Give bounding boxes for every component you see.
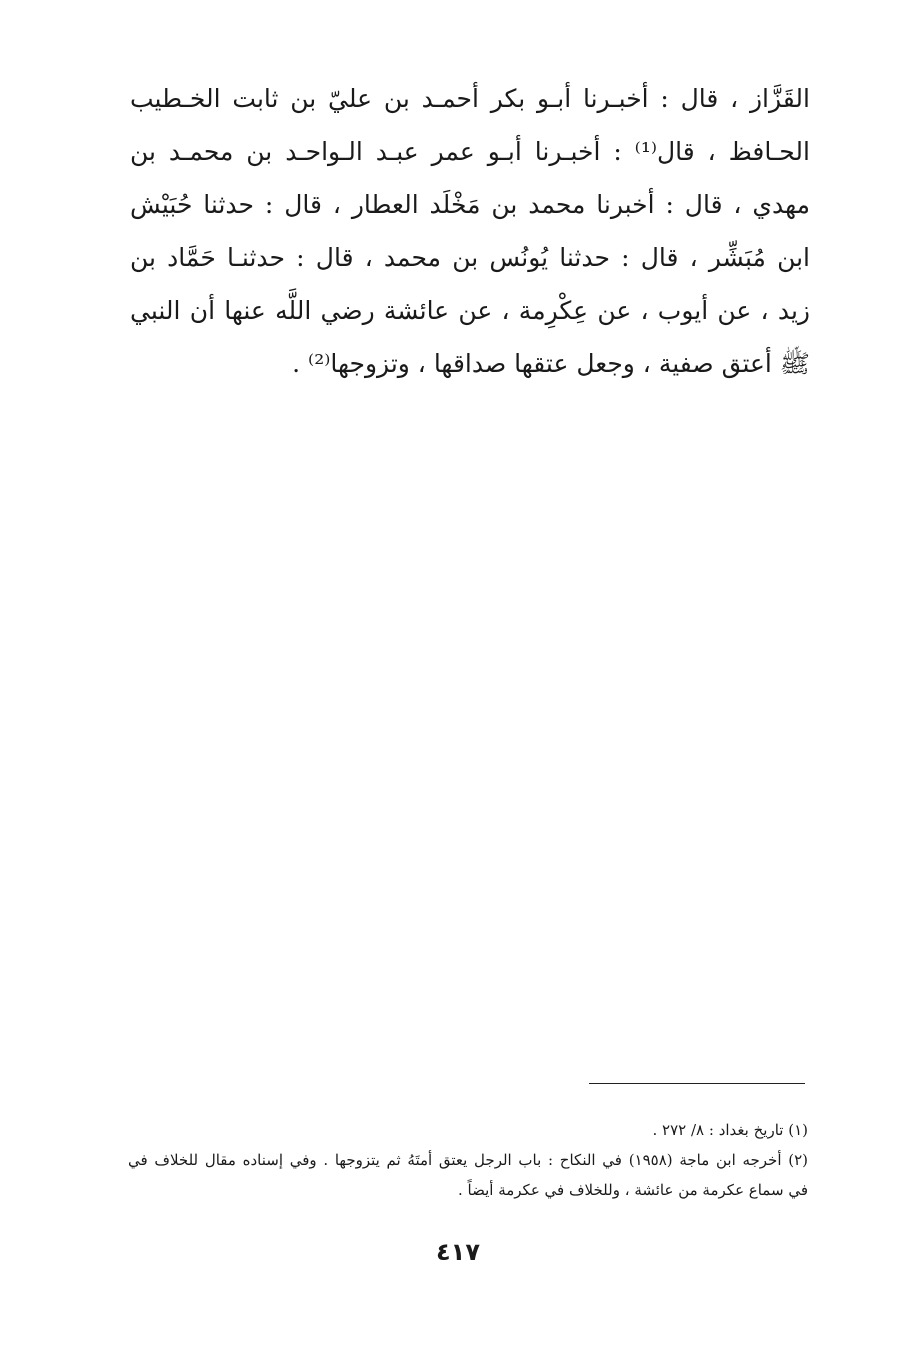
text-line: الحـافظ ، قال⁽¹⁾ : أخبـرنا أبـو عمر عبـد الـواحـد بن محمـد بن xyxy=(130,137,810,166)
text-line: ﷺ أعتق صفية ، وجعل عتقها صداقها ، وتزوجها⁽²⁾ . xyxy=(292,349,810,378)
text-line: زيد ، عن أيوب ، عن عِكْرِمة ، عن عائشة رضي اللَّه عنها أن النبي xyxy=(130,296,810,325)
text-line: مهدي ، قال : أخبرنا محمد بن مَخْلَد العطار ، قال : حدثنا حُبَيْش xyxy=(130,190,810,219)
footnote-line: في سماع عكرمة من عائشة ، وللخلاف في عكرمة أيضاً . xyxy=(457,1181,808,1199)
footnotes-block xyxy=(128,1115,808,1205)
page-number: ٤١٧ xyxy=(436,1238,480,1266)
footnote-line: (٢) أخرجه ابن ماجة (١٩٥٨) في النكاح : باب الرجل يعتق أمتَهُ ثم يتزوجها . وفي إسناده مقال للخلاف في xyxy=(128,1151,808,1169)
footnote-separator xyxy=(589,1083,805,1084)
main-text-block xyxy=(130,72,810,390)
text-line: ابن مُبَشِّر ، قال : حدثنا يُونُس بن محمد ، قال : حدثنـا حَمَّاد بن xyxy=(130,243,810,272)
footnote-line: (١) تاريخ بغداد : ٨/ ٢٧٢ . xyxy=(652,1121,808,1139)
text-line: القَزَّاز ، قال : أخبـرنا أبـو بكر أحمـد بن عليّ بن ثابت الخـطيب xyxy=(130,84,810,113)
